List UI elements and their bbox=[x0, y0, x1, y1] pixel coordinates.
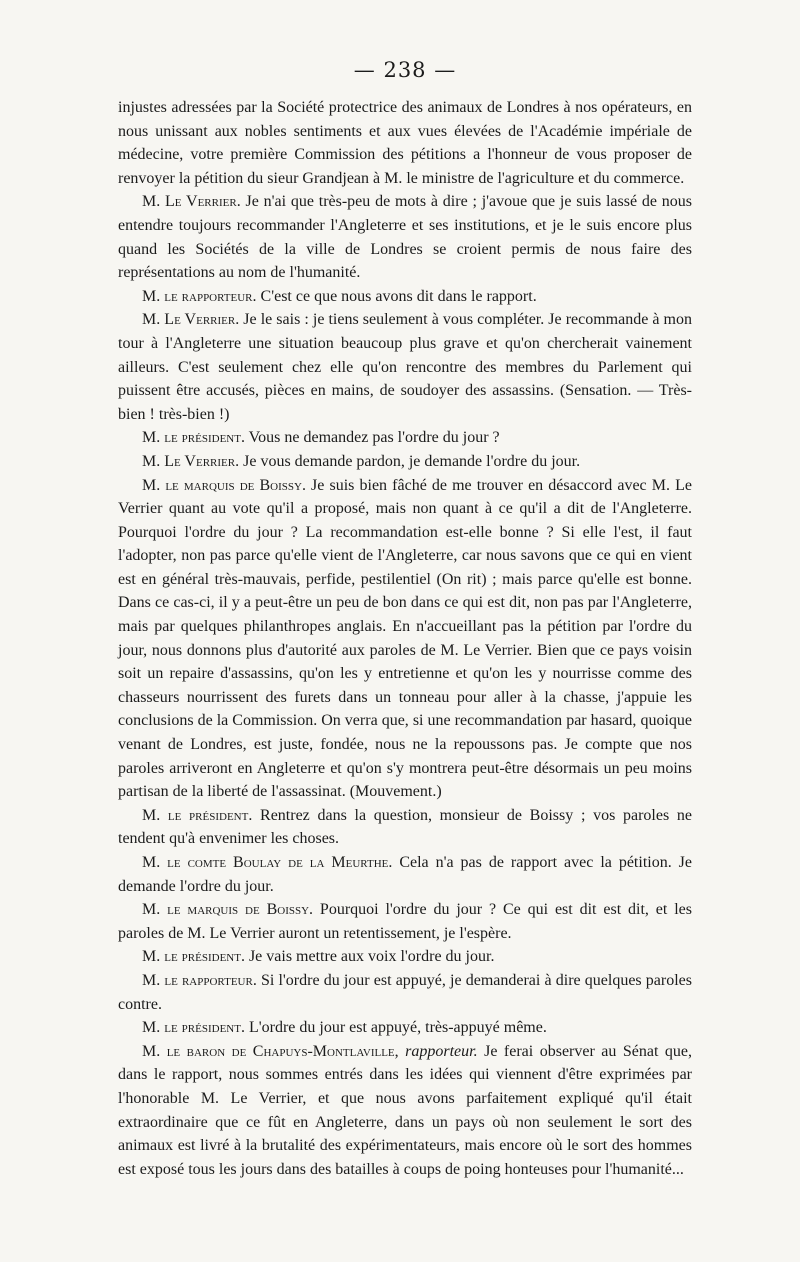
paragraph-text: Si l'ordre du jour est appuyé, je demanderai à dire quelques paroles contre. bbox=[118, 971, 693, 1013]
speaker-name: M. le rapporteur. bbox=[142, 287, 257, 305]
paragraph-9 bbox=[118, 851, 692, 898]
paragraph-13 bbox=[118, 1016, 692, 1040]
paragraph-10 bbox=[118, 898, 692, 945]
paragraph-text: Rentrez dans la question, monsieur de Boissy ; vos paroles ne tendent qu'à envenimer les choses. bbox=[118, 806, 692, 848]
paragraph-text: Cela n'a pas de rapport avec la pétition. Je demande l'ordre du jour. bbox=[118, 854, 692, 895]
paragraph-text: Je n'ai que très-peu de mots à dire ; j'avoue que je suis lassé de nous entendre toujours recommander l'Angleterre et ses institutions, et je le suis encore plus quand les Sociétés de la ville de Londres se croient permis de nous faire des représentations au nom de l'humanité. bbox=[118, 193, 692, 282]
body-text bbox=[118, 96, 692, 1181]
paragraph-text: Je le sais : je tiens seulement à vous compléter. Je recommande à mon tour à l'Angleterre une situation beaucoup plus grave et qu'on chercherait vainement ailleurs. C'est seulement chez elle qu'on rencontre des membres du Parlement qui puissent être accusés, pièces en mains, de soudoyer des assassins. (Sensation. — Très-bien ! très-bien !) bbox=[118, 311, 692, 423]
paragraph-text: Je suis bien fâché de me trouver en désaccord avec M. Le Verrier quant au vote qu'il a proposé, mais non quant à ce qu'il a dit de l'Angleterre. Pourquoi l'ordre du jour ? La recommandation est-elle bonne ? Si elle l'est, il faut l'adopter, non pas parce qu'elle vient de l'Angleterre, car nous savons que ce qui en vient est en général très-mauvais, perfide, pestilentiel (On rit) ; mais parce qu'elle est bonne. Dans ce cas-ci, il y a peut-être un peu de bon dans ce qui est dit, non pas par l'Angleterre, mais par quelques philanthropes anglais. En n'accueillant pas la pétition par l'ordre du jour, nous donnons plus d'autorité aux paroles de M. Le Verrier. Bien que ce pays voisin soit un repaire d'assassins, qu'on les y entretienne et qu'on les y nourrisse comme des chasseurs nourrissent des furets dans un tonneau pour aller à la chasse, j'appuie les conclusions de la Commission. On verra que, si une recommandation par hasard, quoique venant de Londres, est juste, fondée, nous ne la repoussons pas. Je compte que nos paroles arriveront en Angleterre et qu'on s'y montrera peut-être désormais un peu moins partisan de la liberté de l'assassinat. (Mouvement.) bbox=[118, 476, 692, 801]
paragraph-12 bbox=[118, 969, 692, 1016]
speaker-name: M. le rapporteur. bbox=[142, 971, 257, 989]
paragraph-text: Je vais mettre aux voix l'ordre du jour. bbox=[244, 948, 495, 966]
paragraph-4 bbox=[118, 308, 692, 426]
paragraph-3 bbox=[118, 285, 692, 309]
paragraph-text: Je vous demande pardon, je demande l'ordre du jour. bbox=[239, 452, 581, 470]
speaker-name: M. le président. bbox=[142, 806, 253, 824]
paragraph-text: Vous ne demandez pas l'ordre du jour ? bbox=[244, 429, 500, 447]
speaker-role: rapporteur. bbox=[398, 1042, 478, 1060]
paragraph-2 bbox=[118, 190, 692, 284]
paragraph-5 bbox=[118, 426, 692, 450]
paragraph-text: Je ferai observer au Sénat que, dans le rapport, nous sommes entrés dans les idées qui viennent d'être exprimées par l'honorable M. Le Verrier, et que nous avons parfaitement expliqué qu'il était extraordinaire que ce fût en Angleterre, dans un pays où non seulement le sort des animaux est livré à la brutalité des expérimentateurs, mais encore où le sort des hommes est exposé tous les jours dans des batailles à coups de poing honteuses pour l'humanité... bbox=[118, 1042, 693, 1178]
paragraph-7 bbox=[118, 474, 692, 804]
page-number: — 238 — bbox=[353, 58, 457, 82]
speaker-name: M. Le Verrier. bbox=[142, 193, 241, 211]
paragraph-6 bbox=[118, 450, 692, 474]
speaker-name: M. le marquis de Boissy. bbox=[142, 476, 306, 494]
speaker-name: M. le comte Boulay de la Meurthe. bbox=[142, 854, 393, 871]
paragraph-8 bbox=[118, 804, 692, 851]
speaker-name: M. le président. bbox=[142, 1019, 245, 1037]
speaker-name: M. le baron de Chapuys-Montlaville, bbox=[142, 1042, 399, 1060]
paragraph-text: C'est ce que nous avons dit dans le rapport. bbox=[256, 287, 537, 305]
paragraph-1 bbox=[118, 96, 692, 190]
speaker-name: M. Le Verrier. bbox=[142, 452, 240, 470]
speaker-name: M. le marquis de Boissy. bbox=[142, 901, 314, 919]
speaker-name: M. le président. bbox=[142, 429, 245, 447]
speaker-name: M. le président. bbox=[142, 948, 245, 966]
paragraph-text: injustes adressées par la Société protectrice des animaux de Londres à nos opérateurs, en nous unissant aux nobles sentiments et aux vues élevées de l'Académie impériale de médecine, votre première Commission des pétitions a l'honneur de vous proposer de renvoyer la pétition du sieur Grandjean à M. le ministre de l'agriculture et du commerce. bbox=[118, 99, 692, 187]
paragraph-11 bbox=[118, 945, 692, 969]
paragraph-text: Pourquoi l'ordre du jour ? Ce qui est dit est dit, et les paroles de M. Le Verrier auront un retentissement, je l'espère. bbox=[118, 901, 692, 942]
paragraph-text: L'ordre du jour est appuyé, très-appuyé même. bbox=[244, 1019, 547, 1037]
paragraph-14 bbox=[118, 1040, 692, 1182]
speaker-name: M. Le Verrier. bbox=[142, 311, 240, 329]
